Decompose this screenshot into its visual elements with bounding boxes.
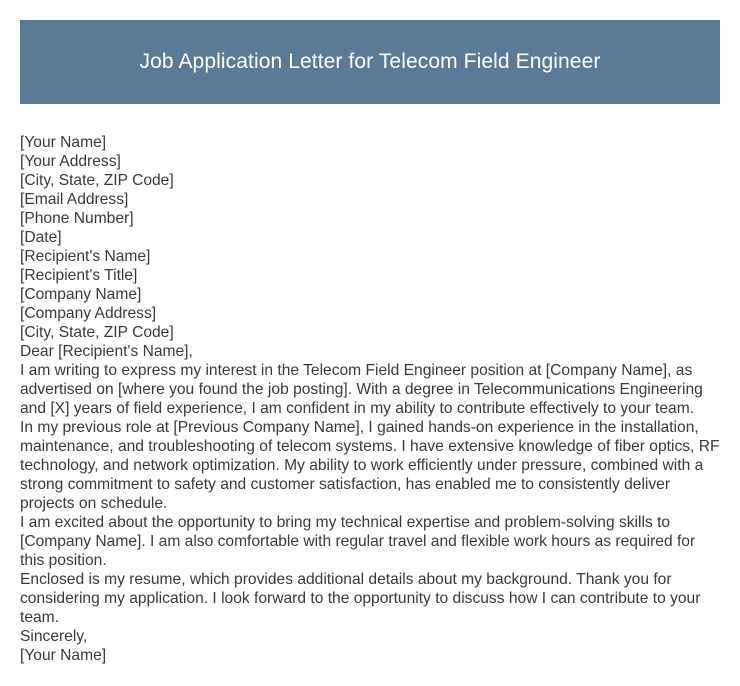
recipient-city-state-zip: [City, State, ZIP Code] (20, 324, 174, 341)
letter-date: [Date] (20, 229, 62, 246)
sender-name: [Your Name] (20, 134, 107, 151)
signature-name: [Your Name] (20, 647, 107, 664)
body-paragraph-3: I am excited about the opportunity to bring my technical expertise and problem-solving skills to [Company Name]. I am also comfortable with regular travel and flexible work hours as required for this position. (20, 514, 696, 569)
recipient-company: [Company Name] (20, 286, 142, 303)
body-paragraph-4: Enclosed is my resume, which provides additional details about my background. Thank you for considering my application. I look forward to the opportunity to discuss how I can contribute to your team. (20, 571, 701, 626)
sender-address: [Your Address] (20, 153, 121, 170)
body-paragraph-1: I am writing to express my interest in the Telecom Field Engineer position at [Company Name], as advertised on [where you found the job posting]. With a degree in Telecommunications Engineering and [X] years of field experience, I am confident in my ability to contribute effectively to your team. (20, 362, 703, 417)
letter-header-banner (20, 20, 720, 104)
recipient-company-address: [Company Address] (20, 305, 157, 322)
sender-email: [Email Address] (20, 191, 129, 208)
letter-body (20, 133, 722, 665)
closing: Sincerely, (20, 628, 88, 645)
salutation: Dear [Recipient's Name], (20, 343, 193, 360)
page-title: Job Application Letter for Telecom Field Engineer (139, 50, 601, 73)
sender-phone: [Phone Number] (20, 210, 134, 227)
body-paragraph-2: In my previous role at [Previous Company Name], I gained hands-on experience in the installation, maintenance, and troubleshooting of telecom systems. I have extensive knowledge of fiber optics, RF technology, and network optimization. My ability to work efficiently under pressure, combined with a strong commitment to safety and customer satisfaction, has enabled me to consistently deliver projects on schedule. (20, 419, 720, 512)
recipient-name: [Recipient's Name] (20, 248, 151, 265)
sender-city-state-zip: [City, State, ZIP Code] (20, 172, 174, 189)
recipient-title: [Recipient's Title] (20, 267, 138, 284)
